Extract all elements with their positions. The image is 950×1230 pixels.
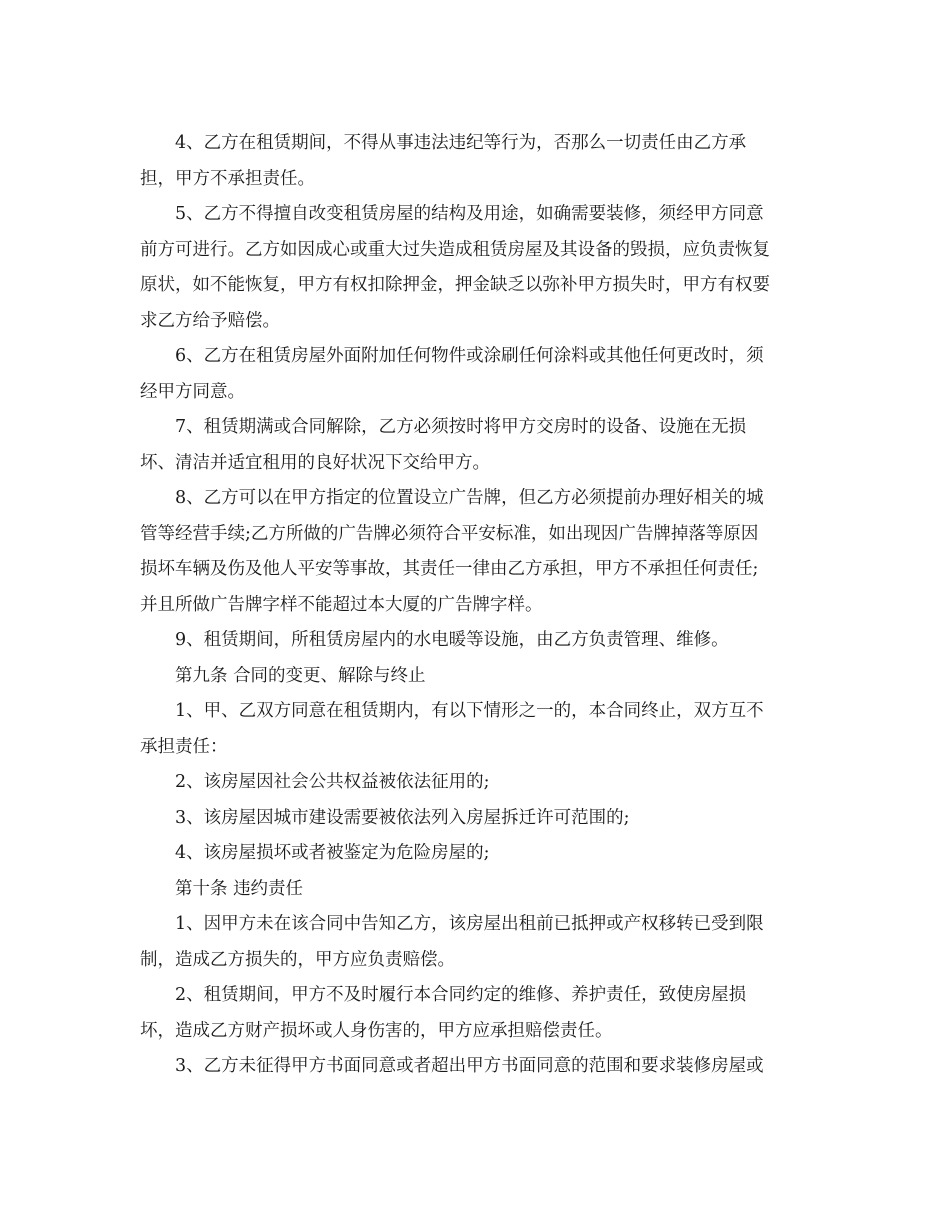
clause-8-item-7: 7、租赁期满或合同解除，乙方必须按时将甲方交房时的设备、设施在无损 坏、清洁并适宜租用的良好状况下交给甲方。 xyxy=(140,417,747,473)
clause-9-item-1: 1、甲、乙双方同意在租赁期内，有以下情形之一的，本合同终止，双方互不 承担责任： xyxy=(140,701,764,757)
clause-8-item-4: 4、乙方在租赁期间，不得从事违法违纪等行为，否那么一切责任由乙方承 担，甲方不承担责任。 xyxy=(140,133,747,189)
clause-8-item-9: 9、租赁期间，所租赁房屋内的水电暖等设施，由乙方负责管理、维修。 xyxy=(175,630,729,650)
clause-10-item-1: 1、因甲方未在该合同中告知乙方，该房屋出租前已抵押或产权移转已受到限 制，造成乙方损失的，甲方应负责赔偿。 xyxy=(140,914,764,970)
document-body xyxy=(140,126,814,1085)
section-heading-10: 第十条 违约责任 xyxy=(175,878,304,899)
clause-9-item-4: 4、该房屋损坏或者被鉴定为危险房屋的; xyxy=(175,843,490,863)
clause-10-item-3: 3、乙方未征得甲方书面同意或者超出甲方书面同意的范围和要求装修房屋或 xyxy=(175,1056,764,1076)
clause-8-item-5: 5、乙方不得擅自改变租赁房屋的结构及用途，如确需要装修，须经甲方同意 前方可进行。乙方如因成心或重大过失造成租赁房屋及其设备的毁损，应负责恢复 原状，如不能恢复，甲方有权扣除押金，押金缺乏以弥补甲方损失时，甲方有权要 求乙方给予赔偿。 xyxy=(140,204,770,331)
clause-8-item-6: 6、乙方在租赁房屋外面附加任何物件或涂刷任何涂料或其他任何更改时，须 经甲方同意。 xyxy=(140,346,764,402)
clause-8-item-8: 8、乙方可以在甲方指定的位置设立广告牌，但乙方必须提前办理好相关的城 管等经营手续;乙方所做的广告牌必须符合平安标准，如出现因广告牌掉落等原因 损坏车辆及伤及他人平安等事故，其责任一律由乙方承担，甲方不承担任何责任; 并且所做广告牌字样不能超过本大厦的广告牌字样。 xyxy=(140,488,764,615)
clause-10-item-2: 2、租赁期间，甲方不及时履行本合同约定的维修、养护责任，致使房屋损 坏，造成乙方财产损坏或人身伤害的，甲方应承担赔偿责任。 xyxy=(140,985,747,1041)
section-heading-9: 第九条 合同的变更、解除与终止 xyxy=(175,665,426,686)
clause-9-item-3: 3、该房屋因城市建设需要被依法列入房屋拆迁许可范围的; xyxy=(175,807,630,828)
clause-9-item-2: 2、该房屋因社会公共权益被依法征用的; xyxy=(175,772,490,792)
